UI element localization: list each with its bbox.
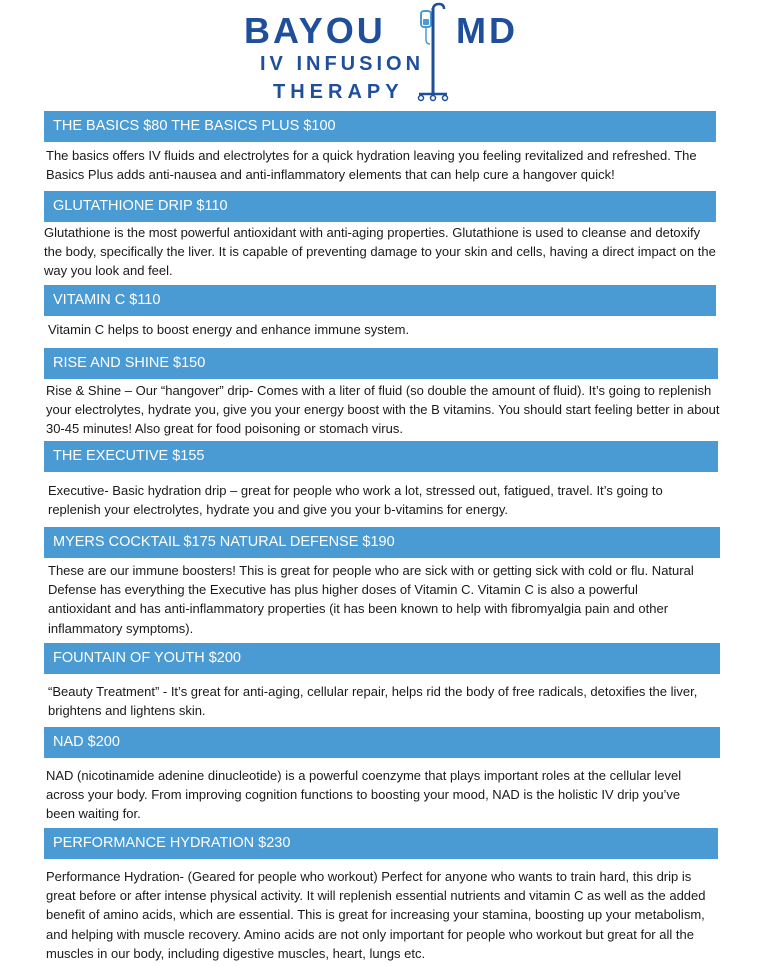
section-heading-vitamin-c: VITAMIN C $110 xyxy=(44,285,716,316)
section-heading-performance-hydration: PERFORMANCE HYDRATION $230 xyxy=(44,828,718,859)
section-text-nad: NAD (nicotinamide adenine dinucleotide) is a powerful coenzyme that plays important roles at the cellular level across your body. From improving cognition functions to boosting your mood, NAD is the holistic IV drip you’ve been waiting for. xyxy=(46,768,682,822)
section-text-glutathione: Glutathione is the most powerful antioxidant with anti-aging properties. Glutathione is used to cleanse and detoxify the body, specifically the liver. It is capable of preventing damage to your skin and cells, having a direct impact on the way you look and feel. xyxy=(44,225,716,279)
section-text-rise-and-shine: Rise & Shine – Our “hangover” drip- Comes with a liter of fluid (so double the amount of fluid). It’s going to replenish your electrolytes, hydrate you, give you your energy boost with the B vitamins. You should start feeling better in about 30-45 minutes! Also great for food poisoning or stomach virus. xyxy=(46,383,720,437)
logo-word-md: MD xyxy=(456,10,518,51)
section-text-vitamin-c: Vitamin C helps to boost energy and enhance immune system. xyxy=(48,322,410,337)
section-text-myers-natural-defense: These are our immune boosters! This is great for people who are sick with or getting sick with cold or flu. Natural Defense has everything the Executive has plus higher doses of Vitamin C. Vitamin C is also a powerful antioxidant and has anti-inflammatory properties (it has been known to help with fibromyalgia pain and other inflammatory symptoms). xyxy=(48,563,694,636)
section-text-performance-hydration: Performance Hydration- (Geared for people who workout) Perfect for anyone who wants to train hard, this drip is great before or after intense physical activity. It will replenish essential nutrients and vitamin C as well as the added benefit of amino acids, which are essential. This is great for increasing your stamina, boosting up your metabolism, and helping with muscle recovery. Amino acids are not only important for people who workout but great for all the muscles in our body, including digestive muscles, heart, lungs etc. xyxy=(46,869,706,961)
section-heading-nad: NAD $200 xyxy=(44,727,720,758)
brand-logo xyxy=(230,2,540,102)
section-heading-fountain-of-youth: FOUNTAIN OF YOUTH $200 xyxy=(44,643,720,674)
section-heading-basics: THE BASICS $80 THE BASICS PLUS $100 xyxy=(44,111,716,142)
section-heading-rise-and-shine: RISE AND SHINE $150 xyxy=(44,348,718,379)
section-heading-executive: THE EXECUTIVE $155 xyxy=(44,441,718,472)
section-heading-myers-natural-defense: MYERS COCKTAIL $175 NATURAL DEFENSE $190 xyxy=(44,527,720,558)
logo-word-bayou: BAYOU xyxy=(244,10,386,51)
section-heading-glutathione: GLUTATHIONE DRIP $110 xyxy=(44,191,716,222)
section-text-basics: The basics offers IV fluids and electrolytes for a quick hydration leaving you feeling revitalized and refreshed. The Basics Plus adds anti-nausea and anti-inflammatory elements that can help cure a hangover quick! xyxy=(46,148,697,183)
section-text-fountain-of-youth: “Beauty Treatment” - It’s great for anti-aging, cellular repair, helps rid the body of free radicals, detoxifies the liver, brightens and lightens skin. xyxy=(48,684,698,719)
logo-subtitle-iv-infusion: IV INFUSION xyxy=(260,53,425,75)
section-text-executive: Executive- Basic hydration drip – great for people who work a lot, stressed out, fatigued, travel. It’s going to replenish your electrolytes, hydrate you and give you your b-vitamins for energy. xyxy=(48,483,663,518)
logo-subtitle-therapy: THERAPY xyxy=(273,81,404,103)
